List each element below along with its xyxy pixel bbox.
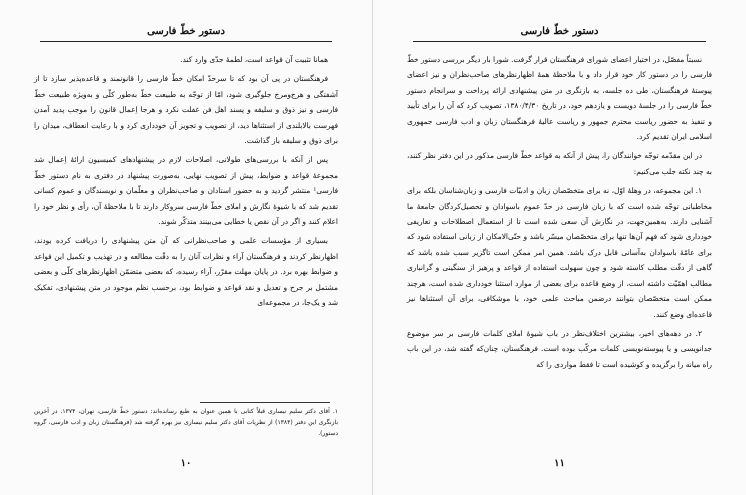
- running-header: دستور خطّ فارسی: [40, 26, 332, 42]
- paragraph: ۱. این مجموعه، در وهلهٔ اوّل، نه برای متخصّصان زبان و ادبیّات فارسی و زبان‌شناسان بلکه برای مخاطبانی توجّه شده است که با زبان فارسی در حدّ عموم باسوادان و تحصیل‌کردگان جامعهٔ ما آشنایی دارند. به‌همین‌جهت، در نگارش آن سعی شده است تا از استعمال اصطلاحات و تعاریفی خودداری شود که فهم آن‌ها تنها برای متخصّصان میسّر باشد و حتّی‌الامکان از زبانی استفاده شود که برای عامّهٔ باسوادان به‌آسانی قابل درک باشد. همین امر ممکن است تاگزیر سبب شده باشد که گاهی از دقّت مطلب کاسته شود و چون سهولت استفاده از قواعد و پرهیز از سنگینی و گرانباری مطالب اهمّیّت داشته است، از وضع قاعده برای بعضی از موارد استثنا خودداری شده است، هرچند ممکن است متخصّصان بتوانند درضمن مباحث علمی خود، با موشکافی، برای آن استثناها نیز قاعده‌ای وضع کنند.: [407, 186, 712, 319]
- page-number: ۱۰: [180, 458, 192, 469]
- paragraph: همانا تثبیت آن قواعد است، لطمهٔ جدّی وارد کند.: [180, 55, 328, 64]
- page-body: [407, 52, 712, 376]
- paragraph: فرهنگستان در پی آن بود که تا سرحدّ امکان خطّ فارسی را قانونمند و قاعده‌پذیر سازد تا از آشفتگی و هرج‌ومرج جلوگیری شود، امّا از توجّه به طبیعت خطّ به‌طور کلّی و به‌ویژه طبیعت خطّ فارسی و نیز ذوق و سلیقه و پسند اهل فن غفلت نکرد و هرجا اِعمال قانون را موجب پدید آمدن فهرست بالابلندی از استثناها دید، از تصویب و تجویز آن خودداری کرد و با رعایت انعطاف، میدان را برای ذوق و سلیقه باز گذاشت.: [34, 74, 338, 146]
- paragraph: ۲. در دهه‌های اخیر، بیشترین اختلاف‌نظر در باب شیوهٔ املای کلمات فارسی بر سر موضوع جدانویسی و یا پیوسته‌نویسی کلمات مرکّب بوده است. فرهنگستان، چنان‌که گفته شد، در این باب راه میانه را برگزیده و کوشیده است تا فقط مواردی را که: [407, 328, 712, 369]
- footnote: ۱. آقای دکتر سلیم نیساری قبلاً کتابی با همین عنوان به طبع رسانده‌اند: دستور خطّ فارسی، تهران، ۱۳۷۴. در آخرین بازنگری این دفتر (۱۳۸۴) از نظریات آقای دکتر سلیم نیساری نیز بهره گرفته شد (فرهنگستان زبان و ادب فارسی، گروه دستور).: [34, 408, 338, 437]
- footnote-rule: [200, 402, 330, 403]
- paragraph: بسیاری از مؤسسات علمی و صاحب‌نظرانی که آن متن پیشنهادی را دریافت کرده بودند، اظهارنظر کردند و فرهنگستان آراء و نظرات آنان را به دقّت مطالعه و در تهذیب و تکمیل این قواعد و ضوابط بهره برد. در پایان مهلت مقرّر، آراء رسیده، که بعضی متضمّن اظهارنظرهای کلّی و بعضی مشتمل بر جرح و تعدیل و نقد قواعد و ضوابط بود، برحسب نظم موجود در متن پیشنهادی، تفکیک شد و یک‌جا، در مجموعه‌ای: [34, 236, 338, 308]
- page-number: ۱۱: [554, 458, 565, 469]
- right-page: [373, 0, 746, 495]
- running-header: دستور خطّ فارسی: [413, 26, 706, 42]
- paragraph: در این مقدّمه توجّه خوانندگان را، پیش از آنکه به قواعد خطّ فارسی مذکور در این دفتر نظر کنند، به چند نکته جلب می‌کنیم:: [407, 151, 712, 176]
- paragraph: نسبتاً مفصّل، در اختیار اعضای شورای فرهنگستان قرار گرفت. شورا بار دیگر بررسی دستور خطّ فارسی را در دستور کار خود قرار داد و با ملاحظهٔ همهٔ اظهارنظرهای صاحب‌نظران و نیز اعضای پیوستهٔ فرهنگستان، طی ده جلسه، به بازنگری در متن پیشنهادی ارائه پرداخت و سرانجام دستور خطّ فارسی را در جلسهٔ دویست و یازدهم خود، در تاریخ ۱۳۸۰/۴/۳۰، تصویب کرد که آن را برای تأیید و تنفیذ به حضور ریاست محترم جمهور و ریاست عالیهٔ فرهنگستان زبان و ادب فارسی جمهوری اسلامی ایران تقدیم کرد.: [407, 55, 712, 142]
- paragraph: پس از آنکه با بررسی‌های طولانی، اصلاحات لازم در پیشنهادهای کمیسیون ارائهٔ اِعمال شد مجموعهٔ قواعد و ضوابط، پیش از تصویب نهایی، به‌صورت پیشنهاد در دفتری به نام دستور خطّ فارسی¹ منتشر گردید و به حضور استادان و صاحب‌نظران و معلّمان و نویسندگان و عموم کسانی تقدیم شد که با شیوهٔ نگارش و املای خطّ فارسی سروکار دارند تا با ملاحظهٔ آن، رأی و نظر خود را اعلام کنند و اگر در آن نقص یا خطایی می‌بینند متذکّر شوند.: [34, 155, 338, 227]
- page-body: [34, 52, 338, 315]
